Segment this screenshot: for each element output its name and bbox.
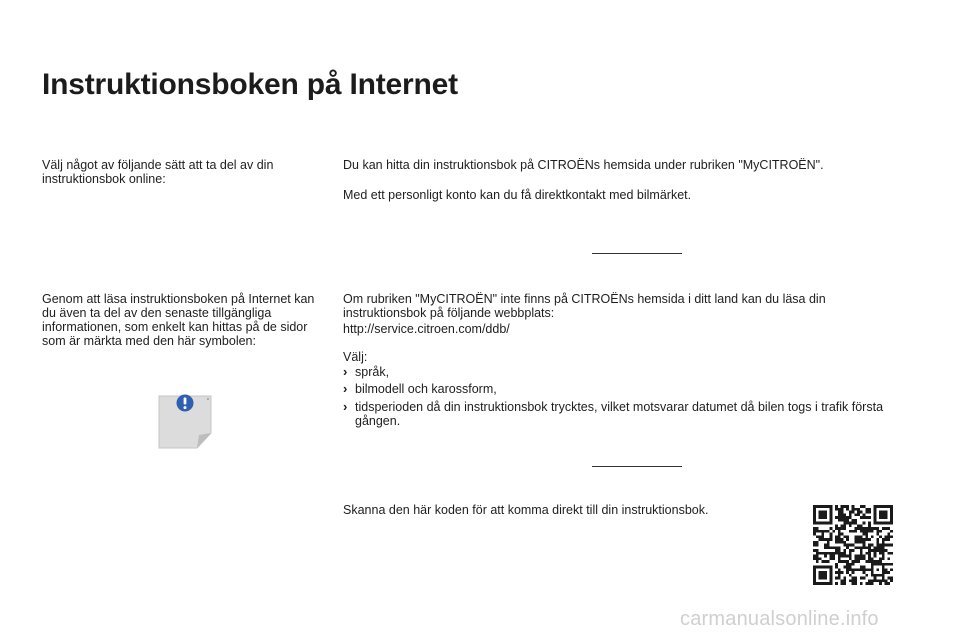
- page-title: Instruktionsboken på Internet: [42, 68, 458, 101]
- list-item-text: bilmodell och karossform,: [355, 382, 497, 396]
- list-item-text: språk,: [355, 365, 390, 379]
- left-symbol-paragraph: Genom att läsa instruktionsboken på Internet kan du även ta del av den senaste tillgängliga informationen, som enkelt kan hittas på de sidor som är märkta med den här symbolen:: [42, 292, 315, 348]
- list-item: [343, 365, 903, 379]
- separator-line: [592, 253, 682, 254]
- list-item: [343, 400, 903, 428]
- choose-label: Välj:: [343, 350, 368, 364]
- scan-qr-text: Skanna den här koden för att komma direkt till din instruktionsbok.: [343, 503, 709, 517]
- chevron-right-icon: ›: [343, 364, 348, 379]
- mycitroen-paragraph: Du kan hitta din instruktionsbok på CITROËNs hemsida under rubriken "MyCITROËN".: [343, 158, 824, 172]
- website-url[interactable]: http://service.citroen.com/ddb/: [343, 322, 510, 336]
- list-item-text: tidsperioden då din instruktionsbok trycktes, vilket motsvarar datumet då bilen togs i trafik första gången.: [355, 400, 884, 428]
- fallback-website-paragraph: Om rubriken "MyCITROËN" inte finns på CITROËNs hemsida i ditt land kan du läsa din instruktionsbok på följande webbplats:: [343, 292, 826, 320]
- left-intro-text: Välj något av följande sätt att ta del av din instruktionsbok online:: [42, 158, 274, 186]
- separator-line: [592, 466, 682, 467]
- watermark: carmanualsonline.info: [680, 608, 879, 630]
- list-item: [343, 382, 903, 396]
- notice-page-icon: [158, 393, 212, 449]
- personal-account-paragraph: Med ett personligt konto kan du få direktkontakt med bilmärket.: [343, 188, 692, 202]
- chevron-right-icon: ›: [343, 399, 348, 414]
- qr-code-icon[interactable]: [813, 505, 893, 585]
- chevron-right-icon: ›: [343, 381, 348, 396]
